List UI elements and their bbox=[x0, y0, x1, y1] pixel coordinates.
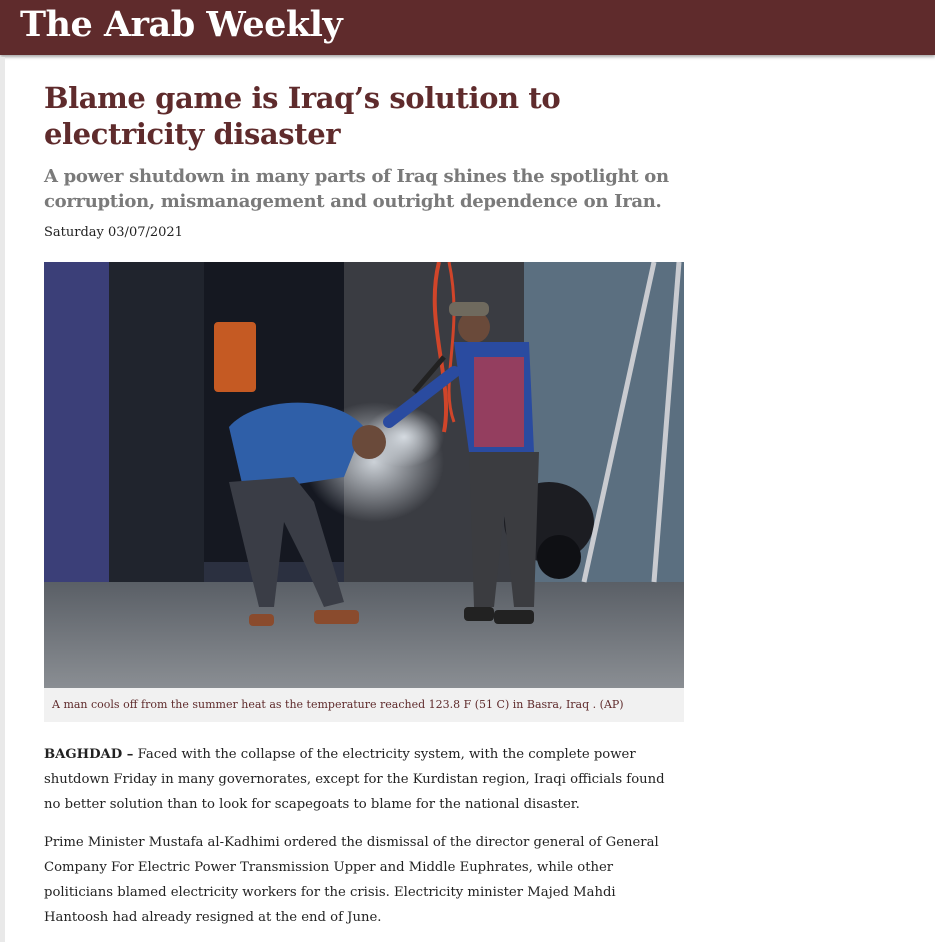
photo-illustration bbox=[44, 262, 684, 688]
article-headline: Blame game is Iraq’s solution to electricity disaster bbox=[44, 81, 561, 151]
photo-caption: A man cools off from the summer heat as the temperature reached 123.8 F (51 C) in Basra, Iraq . (AP) bbox=[44, 688, 684, 722]
site-logo[interactable]: The Arab Weekly bbox=[20, 4, 343, 45]
article-photo bbox=[44, 262, 684, 688]
orange-container bbox=[214, 322, 256, 392]
article-paragraph bbox=[44, 742, 684, 817]
paragraph-text: Prime Minister Mustafa al-Kadhimi ordered the dismissal of the director general of General Company For Electric Power Transmission Upper and Middle Euphrates, while other politicians blamed electricity workers for the crisis. Electricity minister Majed Mahdi Hantoosh had already resigned at the end of June. bbox=[44, 835, 659, 925]
masthead bbox=[0, 0, 935, 55]
left-rail bbox=[0, 57, 5, 942]
article bbox=[44, 80, 684, 943]
article-subhead: A power shutdown in many parts of Iraq shines the spotlight on corruption, mismanagement and outright dependence on Iran. bbox=[44, 166, 669, 212]
blue-door bbox=[44, 262, 109, 582]
article-body bbox=[44, 742, 684, 930]
article-figure bbox=[44, 262, 684, 722]
article-date: Saturday 03/07/2021 bbox=[44, 225, 183, 240]
article-paragraph bbox=[44, 830, 684, 930]
paragraph-text: Faced with the collapse of the electricity system, with the complete power shutdown Friday in many governorates, except for the Kurdistan region, Iraqi officials found no better solution than to look for scapegoats to blame for the national disaster. bbox=[44, 747, 665, 812]
dateline: BAGHDAD – bbox=[44, 747, 134, 762]
